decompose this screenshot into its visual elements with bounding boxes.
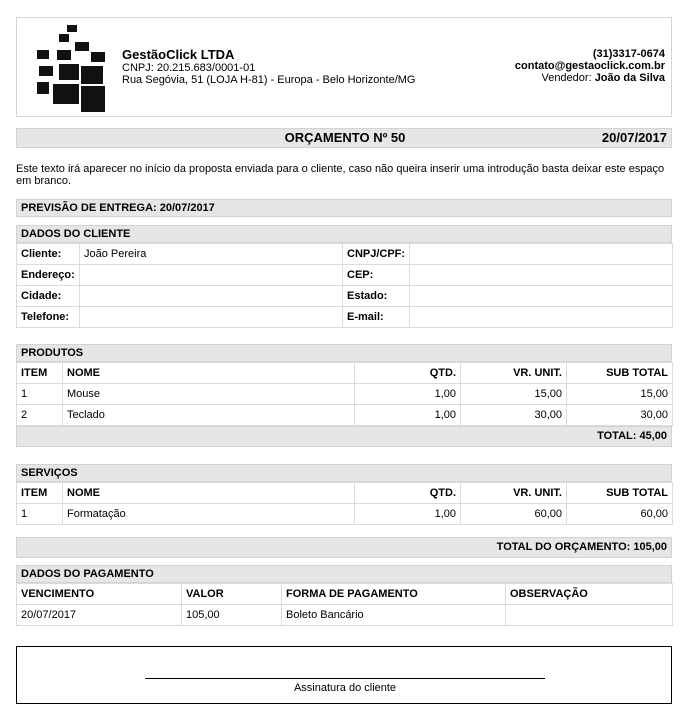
client-field-label: Telefone: [17,307,80,328]
client-field-label: Cidade: [17,286,80,307]
column-header: ITEM [17,363,63,384]
contact-email: contato@gestaoclick.com.br [514,60,665,72]
contact-phone: (31)3317-0674 [592,48,665,60]
company-header [16,17,672,117]
quote-title-bar [16,128,672,148]
services-section [16,464,672,525]
client-field-value [410,307,673,328]
table-cell: 1 [17,384,63,405]
client-field-label: CEP: [343,265,410,286]
products-table [16,362,673,426]
seller-label: Vendedor: [541,72,592,84]
client-row [17,265,673,286]
products-header-row [17,363,673,384]
table-cell: Boleto Bancário [282,605,506,626]
company-logo-icon [31,22,119,114]
services-header-row [17,483,673,504]
seller-line [515,72,665,84]
company-cnpj: CNPJ: 20.215.683/0001-01 [122,62,256,74]
services-table [16,482,673,525]
table-cell: Mouse [63,384,355,405]
column-header: VENCIMENTO [17,584,182,605]
client-field-value: João Pereira [80,244,343,265]
client-field-value [80,265,343,286]
client-table [16,243,673,328]
grand-total: TOTAL DO ORÇAMENTO: 105,00 [16,537,672,558]
signature-box [16,646,672,704]
table-cell: 30,00 [461,405,567,426]
client-row [17,286,673,307]
quote-date: 20/07/2017 [601,130,667,145]
client-field-label: E-mail: [343,307,410,328]
table-cell: 30,00 [567,405,673,426]
table-cell: Teclado [63,405,355,426]
payment-section [16,565,672,626]
column-header: QTD. [355,483,461,504]
company-address: Rua Segóvia, 51 (LOJA H-81) - Europa - Belo Horizonte/MG [122,74,416,86]
column-header: FORMA DE PAGAMENTO [282,584,506,605]
column-header: NOME [63,483,355,504]
client-section [16,225,672,328]
company-name: GestãoClick LTDA [122,47,235,62]
table-row [17,504,673,525]
table-cell: Formatação [63,504,355,525]
company-info [122,48,415,86]
products-section-title: PRODUTOS [16,344,672,362]
table-cell: 105,00 [182,605,282,626]
seller-name: João da Silva [594,72,665,84]
client-field-value [410,286,673,307]
column-header: SUB TOTAL [567,483,673,504]
column-header: SUB TOTAL [567,363,673,384]
client-field-value [80,307,343,328]
column-header: NOME [63,363,355,384]
table-cell: 1,00 [355,405,461,426]
client-field-value [80,286,343,307]
products-section [16,344,672,447]
table-cell: 2 [17,405,63,426]
signature-line [145,678,545,679]
table-cell: 15,00 [461,384,567,405]
client-field-label: CNPJ/CPF: [343,244,410,265]
client-field-value [410,244,673,265]
client-row [17,244,673,265]
client-field-label: Cliente: [17,244,80,265]
column-header: VALOR [182,584,282,605]
table-cell: 15,00 [567,384,673,405]
table-row [17,605,673,626]
products-total: TOTAL: 45,00 [16,426,672,447]
table-cell: 60,00 [567,504,673,525]
table-cell: 1,00 [355,504,461,525]
contact-info [515,48,665,84]
signature-label: Assinatura do cliente [293,682,397,694]
client-field-label: Endereço: [17,265,80,286]
services-section-title: SERVIÇOS [16,464,672,482]
column-header: OBSERVAÇÃO [506,584,673,605]
table-cell: 60,00 [461,504,567,525]
column-header: VR. UNIT. [461,363,567,384]
quote-title: ORÇAMENTO Nº 50 [284,130,406,145]
table-row [17,405,673,426]
client-section-title: DADOS DO CLIENTE [16,225,672,243]
column-header: ITEM [17,483,63,504]
table-cell: 1 [17,504,63,525]
client-field-value [410,265,673,286]
client-field-label: Estado: [343,286,410,307]
intro-text: Este texto irá aparecer no início da proposta enviada para o cliente, caso não queira inserir uma introdução basta deixar este espaço em branco. [16,163,665,187]
payment-section-title: DADOS DO PAGAMENTO [16,565,672,583]
quote-document [16,17,672,694]
column-header: QTD. [355,363,461,384]
delivery-bar: PREVISÃO DE ENTREGA: 20/07/2017 [16,199,672,217]
payment-table [16,583,673,626]
table-cell: 1,00 [355,384,461,405]
table-cell [506,605,673,626]
table-cell: 20/07/2017 [17,605,182,626]
payment-header-row [17,584,673,605]
table-row [17,384,673,405]
column-header: VR. UNIT. [461,483,567,504]
client-row [17,307,673,328]
